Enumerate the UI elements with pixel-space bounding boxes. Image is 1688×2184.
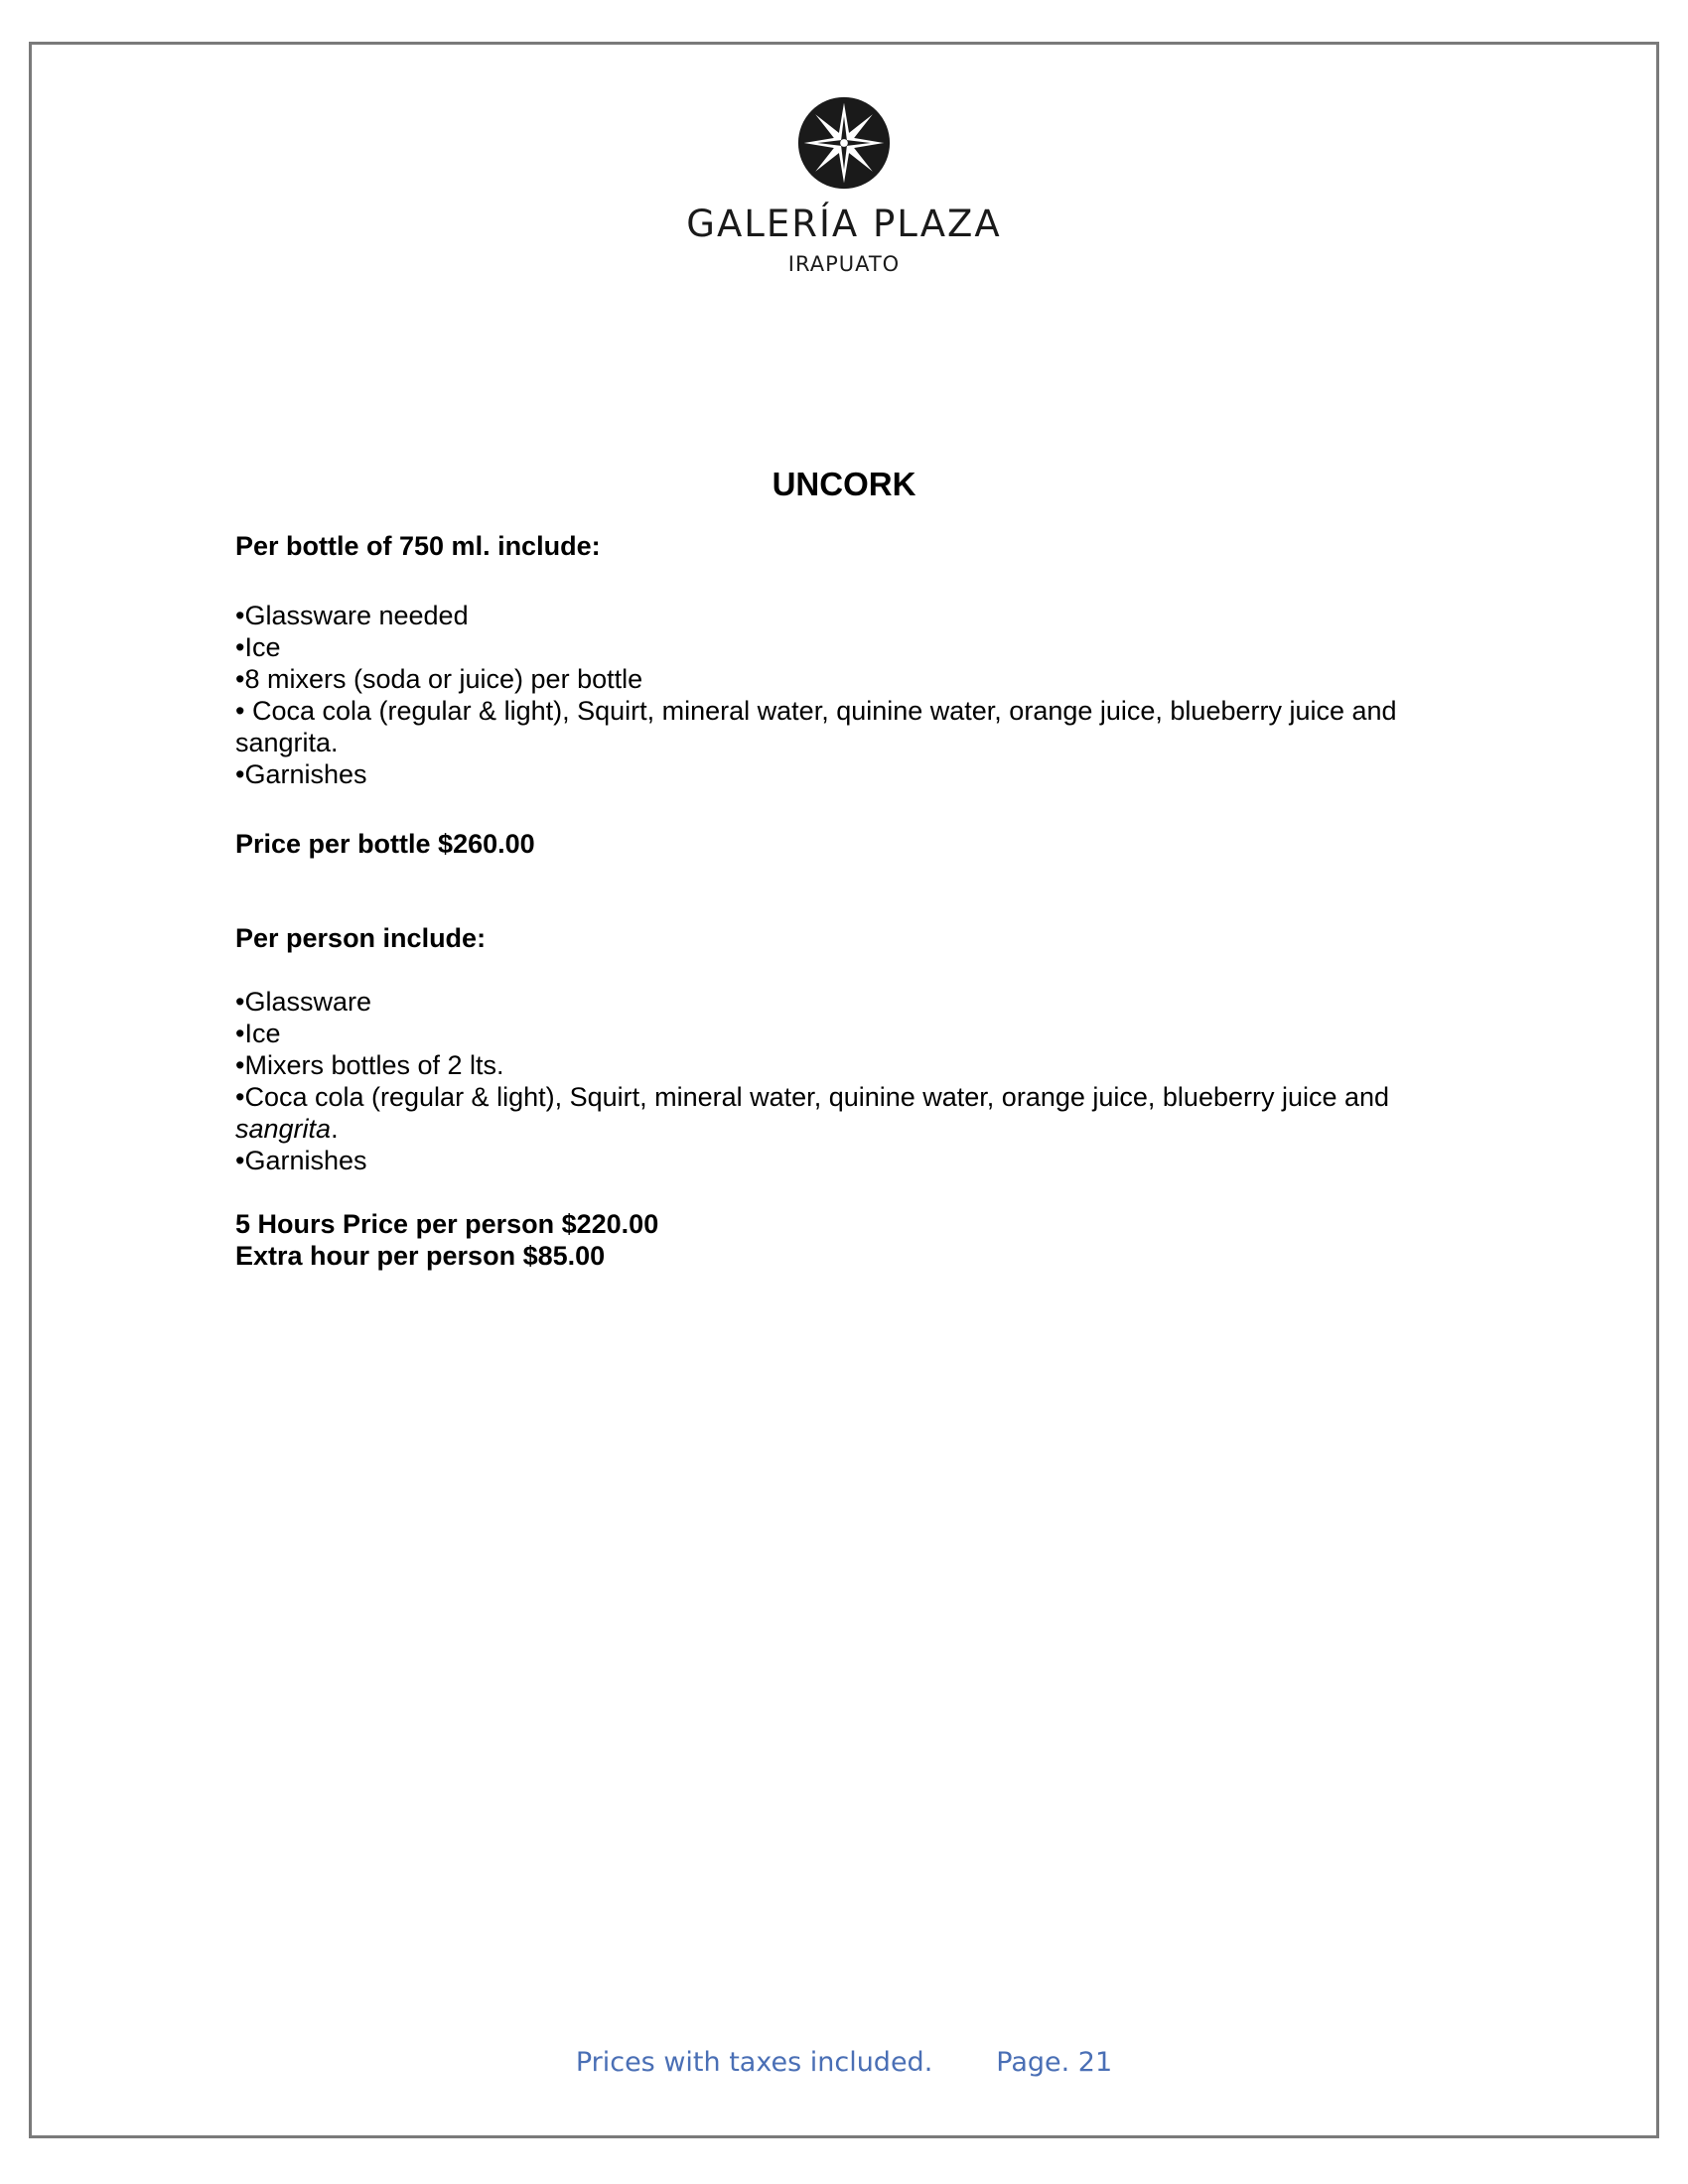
list-item: •8 mixers (soda or juice) per bottle xyxy=(235,664,643,694)
list-item: •Garnishes xyxy=(235,1146,367,1175)
list-item: •Mixers bottles of 2 lts. xyxy=(235,1050,504,1080)
bottle-heading: Per bottle of 750 ml. include: xyxy=(235,531,601,561)
person-heading: Per person include: xyxy=(235,923,487,953)
compass-star-icon xyxy=(796,95,892,191)
list-item xyxy=(235,1081,1467,1145)
list-item-tail: . xyxy=(331,1114,339,1144)
price-per-person: 5 Hours Price per person $220.00 xyxy=(235,1209,659,1239)
list-item: •Glassware xyxy=(235,987,371,1017)
list-item: •Ice xyxy=(235,632,281,662)
list-item: •Glassware needed xyxy=(235,601,469,630)
page-number: Page. 21 xyxy=(996,2047,1113,2078)
footer-note: Prices with taxes included. xyxy=(575,2047,933,2078)
list-item-text: •Coca cola (regular & light), Squirt, mineral water, quinine water, orange juice, blueberry juice and xyxy=(235,1082,1390,1112)
logo xyxy=(0,95,1688,276)
logo-name: GALERÍA PLAZA xyxy=(686,203,1002,245)
sangrita-italic: sangrita xyxy=(235,1114,332,1144)
price-extra-hour: Extra hour per person $85.00 xyxy=(235,1241,606,1271)
page-title: UNCORK xyxy=(772,466,916,502)
footer xyxy=(0,2047,1688,2078)
list-item: •Ice xyxy=(235,1019,281,1048)
bottle-includes-list xyxy=(235,600,1467,790)
logo-city: IRAPUATO xyxy=(787,252,901,276)
bottle-price: Price per bottle $260.00 xyxy=(235,829,535,859)
list-item: •Garnishes xyxy=(235,759,367,789)
list-item: • Coca cola (regular & light), Squirt, mineral water, quinine water, orange juice, blueberry juice and sangrita. xyxy=(235,696,1397,757)
document-body xyxy=(235,465,1467,1272)
person-includes-list xyxy=(235,986,1467,1176)
